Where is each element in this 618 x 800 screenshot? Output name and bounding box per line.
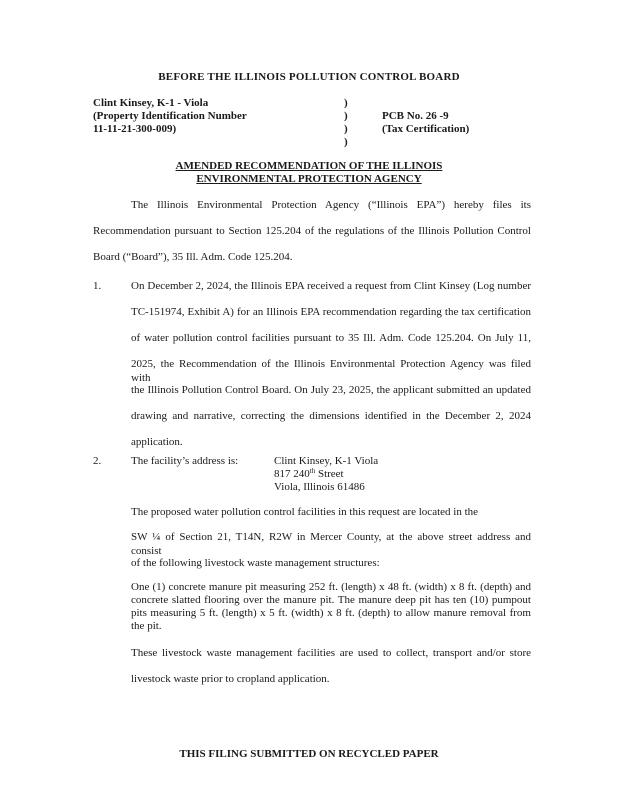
- structures-line: One (1) concrete manure pit measuring 252 ft. (length) x 48 ft. (width) x 8 ft. (depth) and: [131, 581, 531, 593]
- para1-line: On December 2, 2024, the Illinois EPA received a request from Clint Kinsey (Log number: [131, 280, 531, 292]
- address-label: The facility’s address is:: [131, 455, 239, 467]
- para1-line: drawing and narrative, correcting the dimensions identified in the December 2, 2024: [131, 410, 531, 422]
- caption-paren: ): [344, 123, 348, 135]
- address-line: Clint Kinsey, K-1 Viola: [274, 455, 379, 467]
- intro-line: The Illinois Environmental Protection Agency (“Illinois EPA”) hereby files its: [131, 199, 531, 211]
- address-line: [274, 467, 344, 481]
- street-number: 817 240: [274, 468, 310, 480]
- caption-paren: ): [344, 110, 348, 122]
- address-line: Viola, Illinois 61486: [274, 481, 365, 493]
- caption-paren: ): [344, 97, 348, 109]
- para1-line: the Illinois Pollution Control Board. On July 23, 2025, the applicant submitted an updated: [131, 384, 531, 396]
- structures-line: concrete slatted flooring over the manure pit. The manure deep pit has ten (10) pumpout: [131, 594, 531, 606]
- document-title-line1: AMENDED RECOMMENDATION OF THE ILLINOIS: [175, 160, 443, 172]
- street-name: Street: [315, 468, 344, 480]
- caption-property-id-label: (Property Identification Number: [93, 110, 247, 122]
- intro-line: Board (“Board”), 35 Ill. Adm. Code 125.204.: [93, 251, 293, 263]
- use-line: These livestock waste management facilities are used to collect, transport and/or store: [131, 647, 531, 659]
- location-line: of the following livestock waste management structures:: [131, 557, 380, 569]
- paragraph-number: 2.: [93, 455, 102, 467]
- para1-line: of water pollution control facilities pursuant to 35 Ill. Adm. Code 125.204. On July 11,: [131, 332, 531, 344]
- ordinal-suffix: th: [309, 467, 316, 475]
- recycled-paper-footer: THIS FILING SUBMITTED ON RECYCLED PAPER: [179, 748, 439, 760]
- structures-line: the pit.: [131, 620, 162, 632]
- caption-property-id-number: 11-11-21-300-009): [93, 123, 177, 135]
- board-heading: BEFORE THE ILLINOIS POLLUTION CONTROL BOARD: [158, 71, 460, 83]
- intro-line: Recommendation pursuant to Section 125.204 of the regulations of the Illinois Pollution Control: [93, 225, 531, 237]
- case-type: (Tax Certification): [382, 123, 470, 135]
- location-line: The proposed water pollution control facilities in this request are located in the: [131, 506, 479, 518]
- use-line: livestock waste prior to cropland application.: [131, 673, 330, 685]
- structures-line: pits measuring 5 ft. (length) x 5 ft. (width) x 8 ft. (depth) to allow manure removal from: [131, 607, 531, 619]
- case-number: PCB No. 26 -9: [382, 110, 449, 122]
- caption-party-name: Clint Kinsey, K-1 - Viola: [93, 97, 209, 109]
- para1-line: application.: [131, 436, 183, 448]
- para1-line: 2025, the Recommendation of the Illinois Environmental Protection Agency was filed with: [131, 358, 531, 384]
- paragraph-number: 1.: [93, 280, 102, 292]
- document-title-line2: ENVIRONMENTAL PROTECTION AGENCY: [196, 173, 422, 185]
- caption-paren: ): [344, 136, 348, 148]
- para1-line: TC-151974, Exhibit A) for an Illinois EPA recommendation regarding the tax certification: [131, 306, 531, 318]
- location-line: SW ¼ of Section 21, T14N, R2W in Mercer County, at the above street address and consist: [131, 531, 531, 557]
